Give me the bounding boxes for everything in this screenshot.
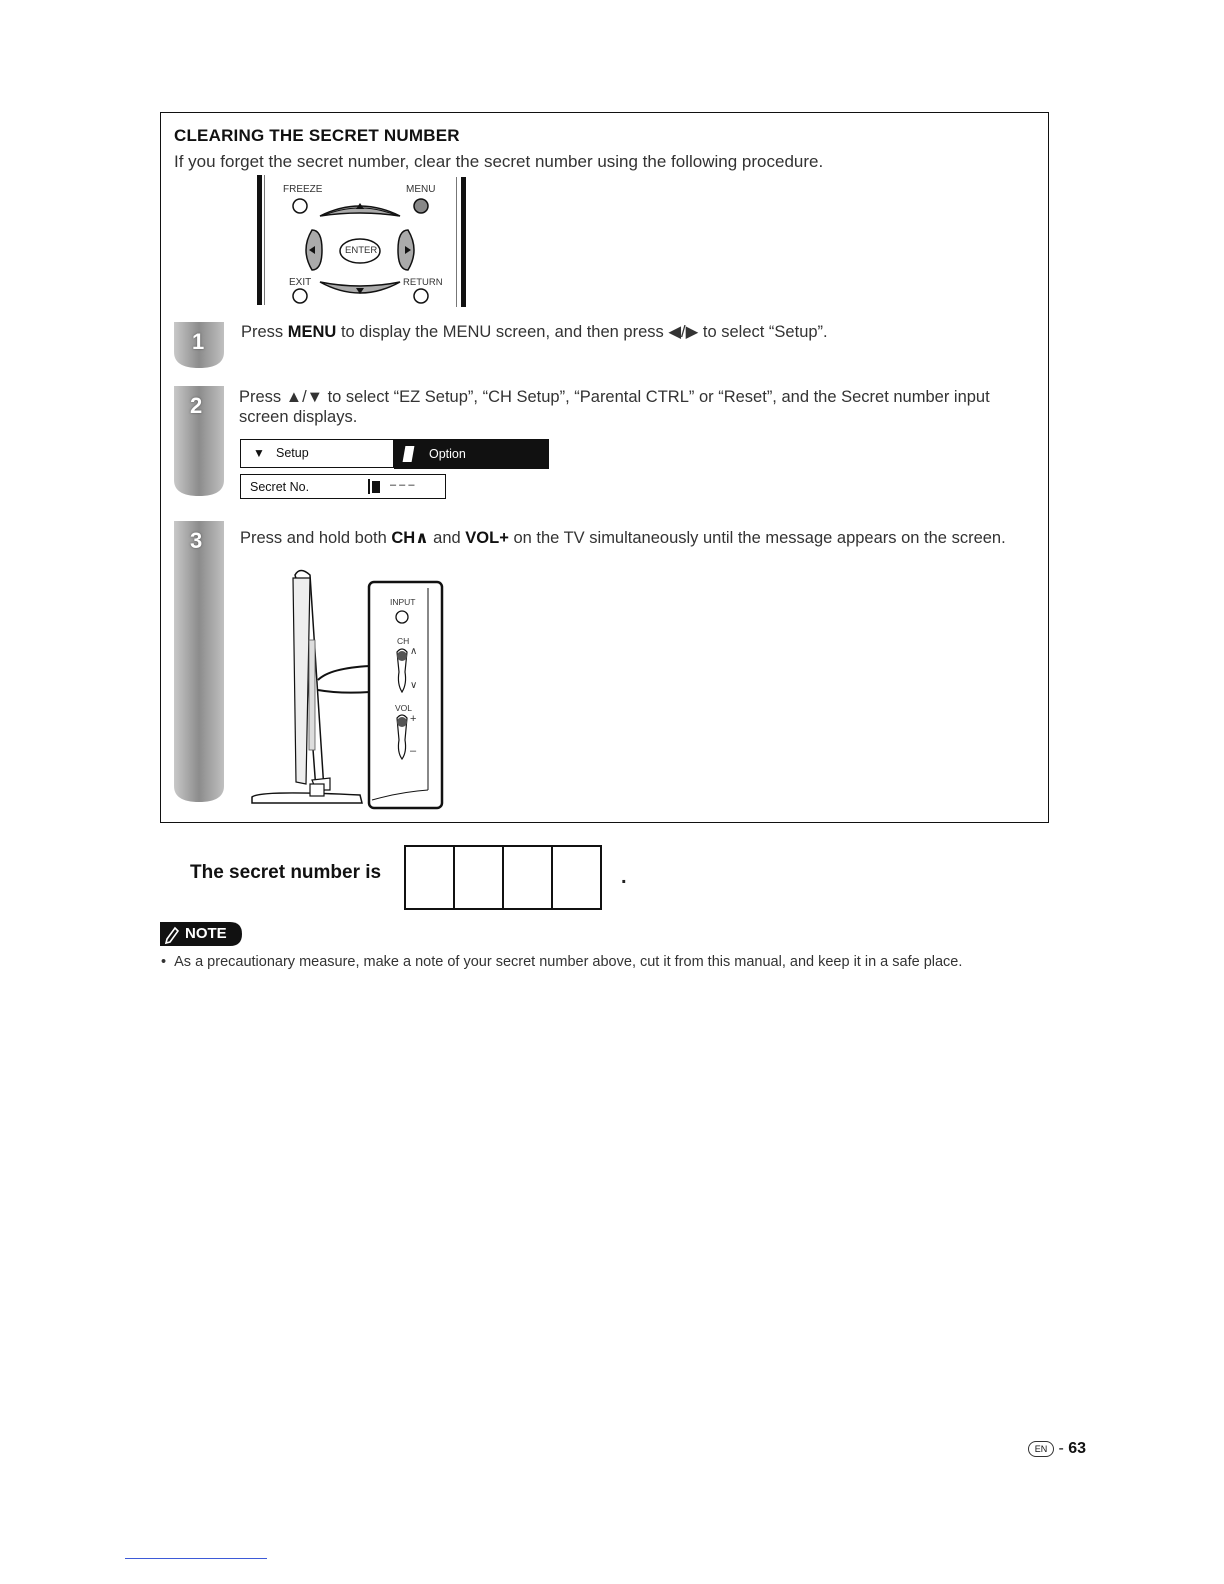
tv-vol-label: VOL <box>395 703 413 713</box>
step-2-number: 2 <box>190 393 203 418</box>
bullet-dot: • <box>161 954 175 970</box>
section-title: CLEARING THE SECRET NUMBER <box>174 126 460 145</box>
step-2-text: Press ▲/▼ to select “EZ Setup”, “CH Setup”, “Parental CTRL” or “Reset”, and the Secret number input screen displays. <box>239 388 990 426</box>
exit-label: EXIT <box>289 277 312 288</box>
osd-secret-dashes: – – – <box>390 479 415 491</box>
step-3-bold-ch: CH∧ <box>391 529 429 547</box>
step-1-post: to display the MENU screen, and then press ◀/▶ to select “Setup”. <box>336 323 828 341</box>
secret-digit-box[interactable] <box>453 845 504 910</box>
footer-separator: - <box>1058 1440 1064 1457</box>
return-label: RETURN <box>403 277 443 288</box>
note-badge-label: NOTE <box>185 925 227 942</box>
osd-option-label: Option <box>429 447 466 461</box>
freeze-label: FREEZE <box>283 184 323 195</box>
step-3-bold-vol: VOL+ <box>465 529 509 547</box>
osd-secret-label: Secret No. <box>250 480 310 494</box>
page-number: 63 <box>1068 1440 1087 1457</box>
note-bullet-text: As a precautionary measure, make a note of your secret number above, cut it from this manual, and keep it in a safe place. <box>174 954 963 970</box>
osd-setup-label: Setup <box>276 446 309 460</box>
step-1-bold: MENU <box>287 323 337 341</box>
secret-number-boxes <box>404 845 602 910</box>
bottom-rule <box>125 1558 267 1559</box>
step-3-number: 3 <box>190 528 203 553</box>
language-mark: EN <box>1028 1441 1054 1457</box>
tv-ch-down: ∨ <box>410 680 418 691</box>
page-footer <box>1028 1440 1086 1458</box>
section-intro: If you forget the secret number, clear the secret number using the following procedure. <box>174 152 824 171</box>
secret-number-period: . <box>621 866 627 888</box>
tv-ch-up: ∧ <box>410 646 418 657</box>
enter-label: ENTER <box>345 245 378 256</box>
tv-input-label: INPUT <box>390 597 416 607</box>
setup-icon: ▼ <box>253 446 265 460</box>
step-3-post: on the TV simultaneously until the message appears on the screen. <box>508 529 1006 547</box>
menu-label: MENU <box>406 184 436 195</box>
tv-vol-down: – <box>410 745 417 757</box>
note-bullet <box>161 954 962 970</box>
tv-ch-label: CH <box>397 636 410 646</box>
secret-digit-box[interactable] <box>404 845 455 910</box>
tv-vol-up: + <box>410 713 417 725</box>
step-1-pre: Press <box>241 323 288 341</box>
step-3-pre: Press and hold both <box>240 529 392 547</box>
secret-digit-box[interactable] <box>502 845 553 910</box>
secret-number-label: The secret number is <box>190 862 382 883</box>
step-1-number: 1 <box>192 329 205 354</box>
step-3-mid: and <box>428 529 466 547</box>
secret-digit-box[interactable] <box>551 845 602 910</box>
